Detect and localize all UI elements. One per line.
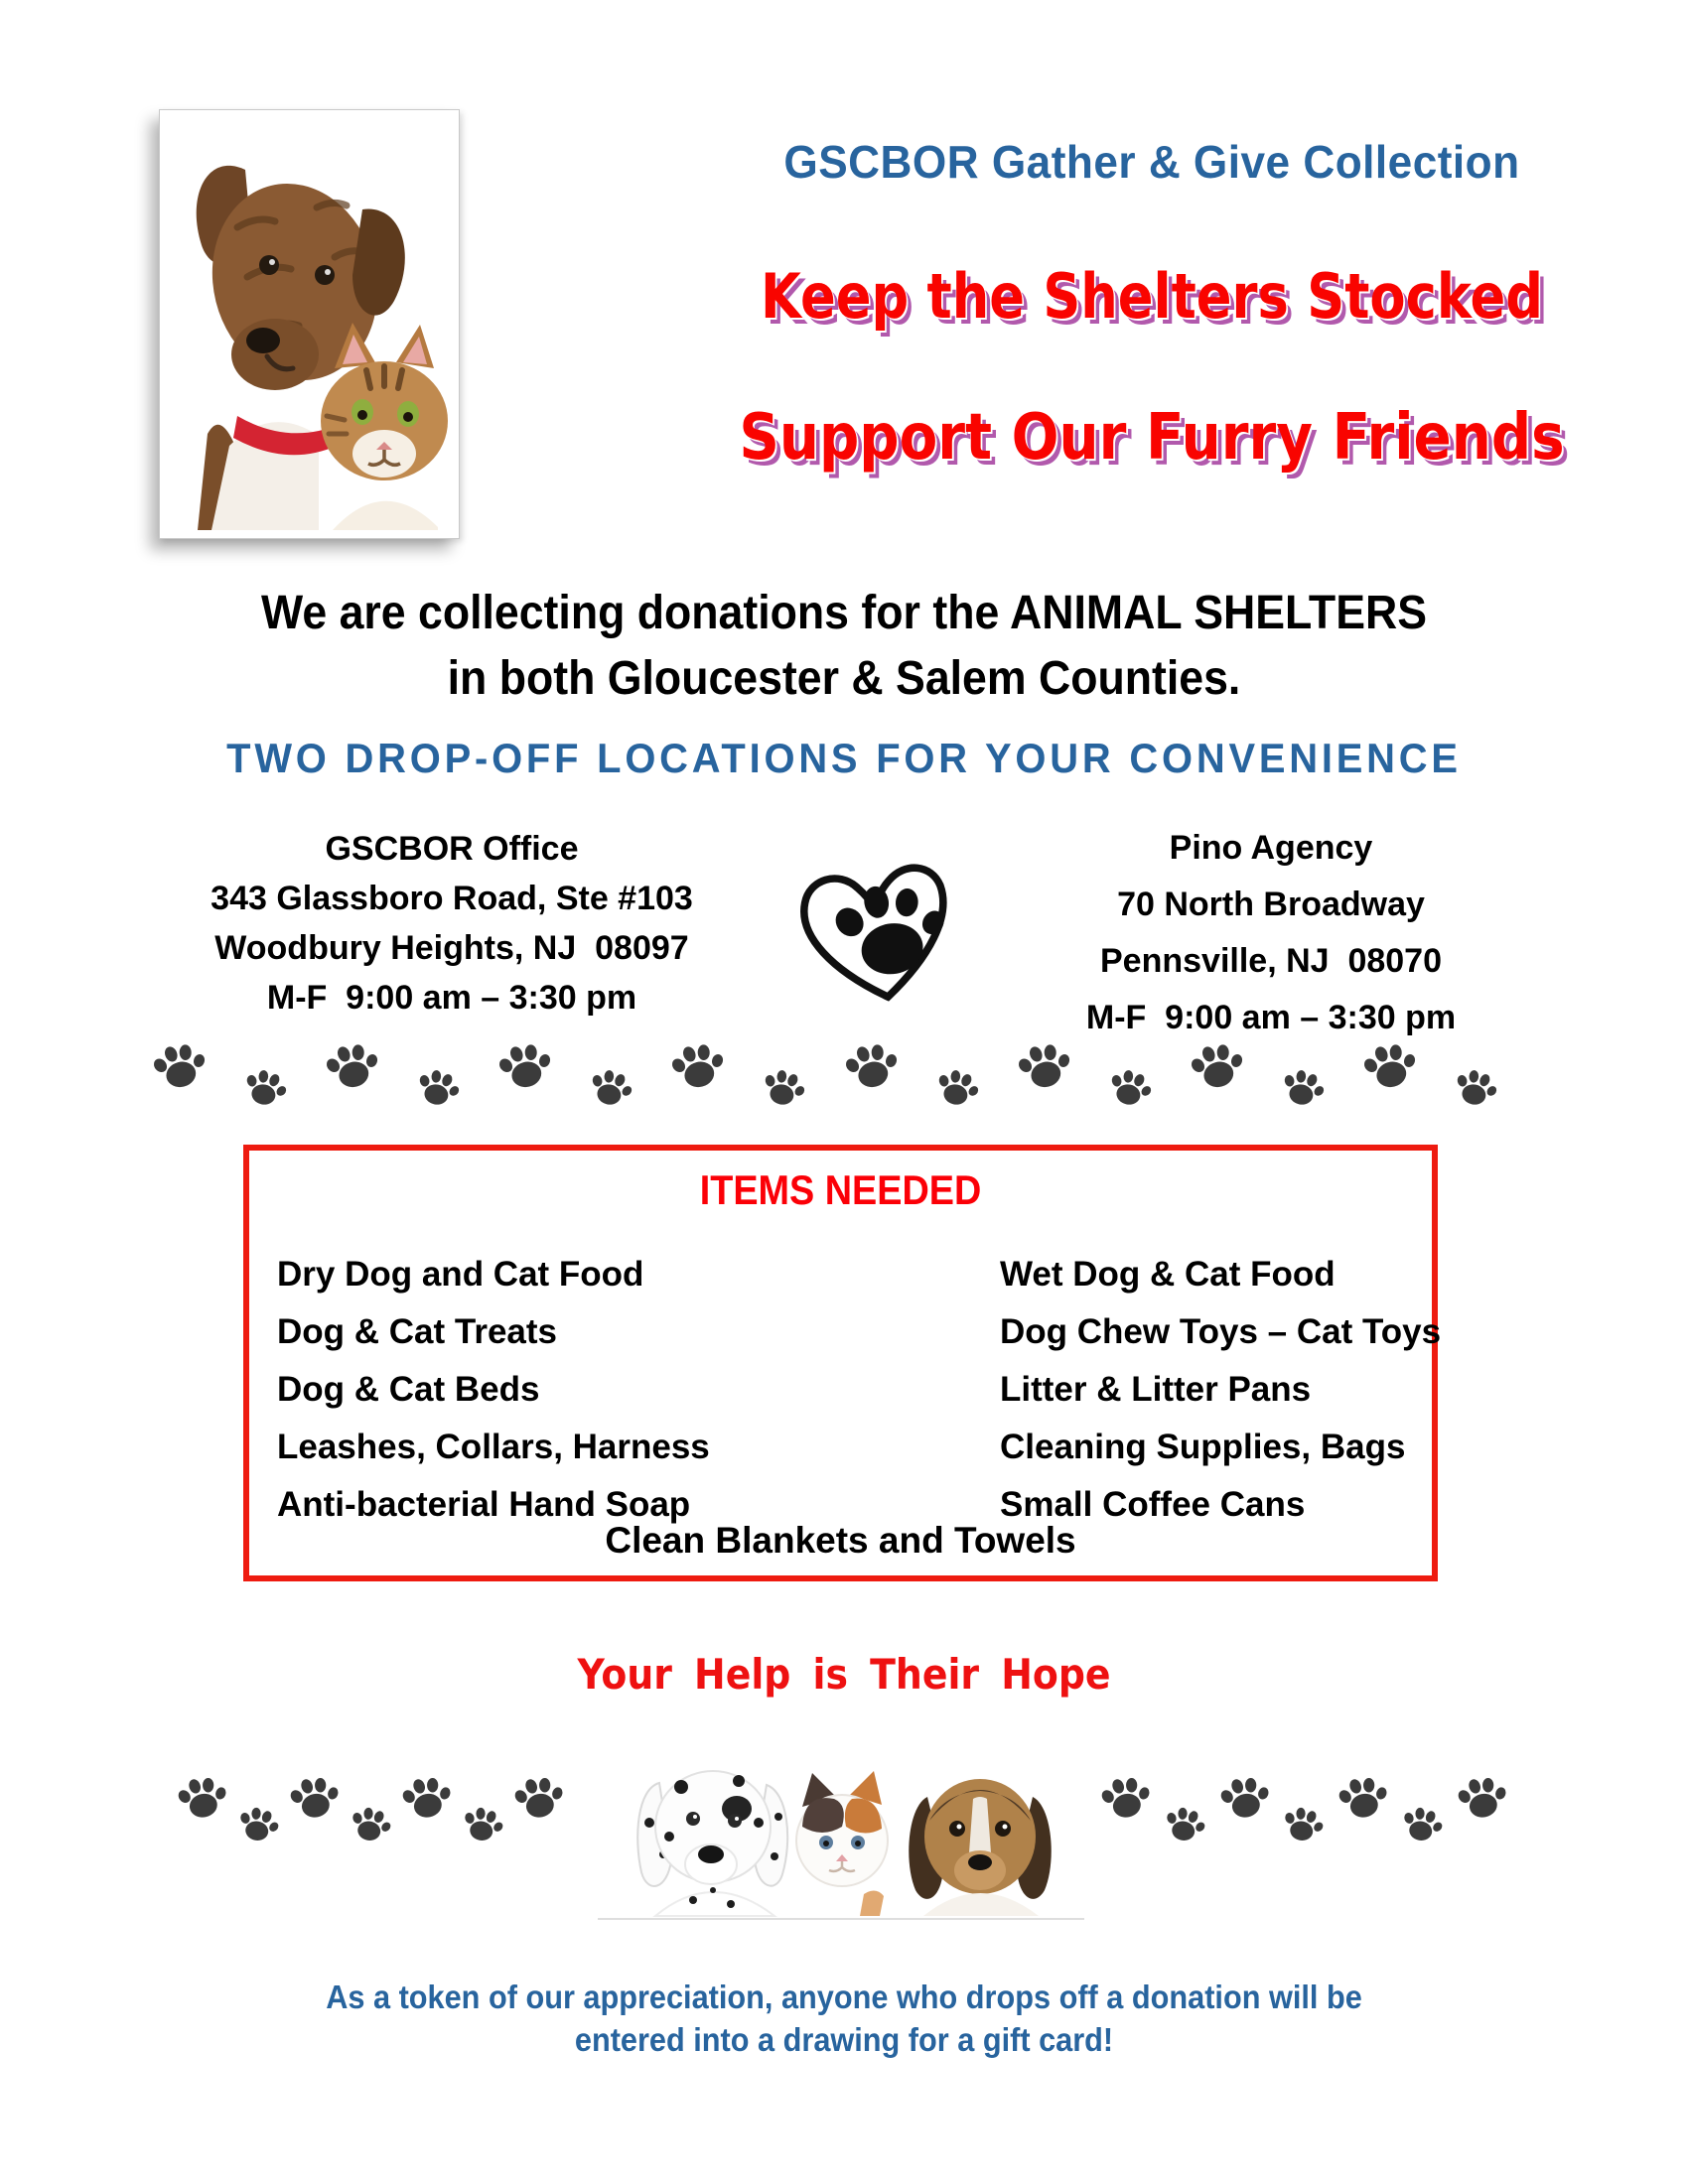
- paw-print-icon: [1210, 1764, 1276, 1830]
- paw-print-icon: [505, 1764, 571, 1830]
- location-name: Pino Agency: [1169, 829, 1373, 867]
- paw-print-icon: [1007, 1029, 1079, 1102]
- paw-print-icon: [393, 1764, 459, 1830]
- item: Leashes, Collars, Harness: [277, 1428, 710, 1466]
- paw-print-icon: [489, 1029, 561, 1102]
- paw-print-icon: [410, 1059, 467, 1116]
- paw-print-icon: [1447, 1059, 1503, 1116]
- paw-print-icon: [344, 1797, 396, 1849]
- paw-print-group-left: [174, 1769, 566, 1878]
- paw-print-icon: [1395, 1797, 1448, 1849]
- tagline: Your Help is Their Hope: [577, 1650, 1111, 1699]
- items-left-column: [277, 1246, 710, 1534]
- item: Dog & Cat Treats: [277, 1312, 557, 1351]
- location-address-line2: Woodbury Heights, NJ 08097: [214, 929, 689, 967]
- three-pets-illustration: [598, 1743, 1084, 1918]
- paw-print-icon: [231, 1797, 284, 1849]
- paw-print-icon: [834, 1029, 907, 1102]
- footer-line-2: entered into a drawing for a gift card!: [574, 2021, 1114, 2058]
- headline-support-furry-friends: Support Our Furry Friends: [739, 401, 1565, 475]
- paw-print-icon: [316, 1029, 388, 1102]
- location-address-line1: 343 Glassboro Road, Ste #103: [211, 880, 693, 917]
- paw-print-icon: [456, 1797, 508, 1849]
- items-bottom-line: Clean Blankets and Towels: [605, 1520, 1076, 1561]
- heart-paw-icon: [784, 852, 973, 1011]
- paw-print-icon: [1158, 1797, 1210, 1849]
- dropoff-locations-heading: TWO DROP-OFF LOCATIONS FOR YOUR CONVENIENCE: [226, 735, 1462, 781]
- items-right-column: [1000, 1246, 1441, 1534]
- paw-print-icon: [661, 1029, 734, 1102]
- item: Dry Dog and Cat Food: [277, 1255, 644, 1294]
- item: Anti-bacterial Hand Soap: [277, 1485, 691, 1524]
- dog-and-cat-illustration: [168, 118, 451, 530]
- paw-print-icon: [1353, 1029, 1426, 1102]
- intro-line-2: in both Gloucester & Salem Counties.: [447, 652, 1241, 705]
- item: Dog & Cat Beds: [277, 1370, 540, 1409]
- location-pino-agency: [993, 820, 1549, 1046]
- location-name: GSCBOR Office: [325, 830, 579, 868]
- item: Dog Chew Toys – Cat Toys: [1000, 1312, 1442, 1351]
- footer-line-1: As a token of our appreciation, anyone who drops off a donation will be: [326, 1979, 1362, 2015]
- paw-print-divider: [149, 1035, 1499, 1135]
- paw-print-icon: [1277, 1797, 1330, 1849]
- paw-print-icon: [1101, 1059, 1158, 1116]
- paw-print-icon: [143, 1029, 215, 1102]
- location-address-line1: 70 North Broadway: [1117, 886, 1425, 923]
- collection-title: GSCBOR Gather & Give Collection: [783, 136, 1520, 188]
- paw-print-group-right: [1097, 1769, 1509, 1878]
- item: Small Coffee Cans: [1000, 1485, 1306, 1524]
- paw-print-icon: [169, 1764, 234, 1830]
- paw-print-icon: [583, 1059, 639, 1116]
- item: Wet Dog & Cat Food: [1000, 1255, 1336, 1294]
- paw-print-icon: [1449, 1764, 1514, 1830]
- location-hours: M-F 9:00 am – 3:30 pm: [1085, 999, 1457, 1036]
- paw-print-icon: [928, 1059, 985, 1116]
- paw-print-icon: [1330, 1764, 1395, 1830]
- location-hours: M-F 9:00 am – 3:30 pm: [266, 979, 637, 1017]
- dalmatian-kitten-beagle-photo: [598, 1743, 1084, 1920]
- dog-and-cat-photo: [159, 109, 460, 539]
- location-address-line2: Pennsville, NJ 08070: [1100, 942, 1442, 980]
- paw-print-icon: [1092, 1764, 1158, 1830]
- paw-print-icon: [756, 1059, 812, 1116]
- intro-line-1: We are collecting donations for the ANIMAL SHELTERS: [261, 587, 1427, 639]
- items-needed-heading: ITEMS NEEDED: [699, 1166, 982, 1213]
- headline-keep-shelters-stocked: Keep the Shelters Stocked: [761, 260, 1543, 333]
- location-gscbor-office: [149, 824, 755, 1023]
- paw-print-icon: [237, 1059, 294, 1116]
- item: Cleaning Supplies, Bags: [1000, 1428, 1406, 1466]
- items-needed-box: [243, 1145, 1442, 1581]
- item: Litter & Litter Pans: [1000, 1370, 1312, 1409]
- paw-print-icon: [1180, 1029, 1252, 1102]
- paw-print-icon: [281, 1764, 347, 1830]
- paw-print-icon: [1274, 1059, 1331, 1116]
